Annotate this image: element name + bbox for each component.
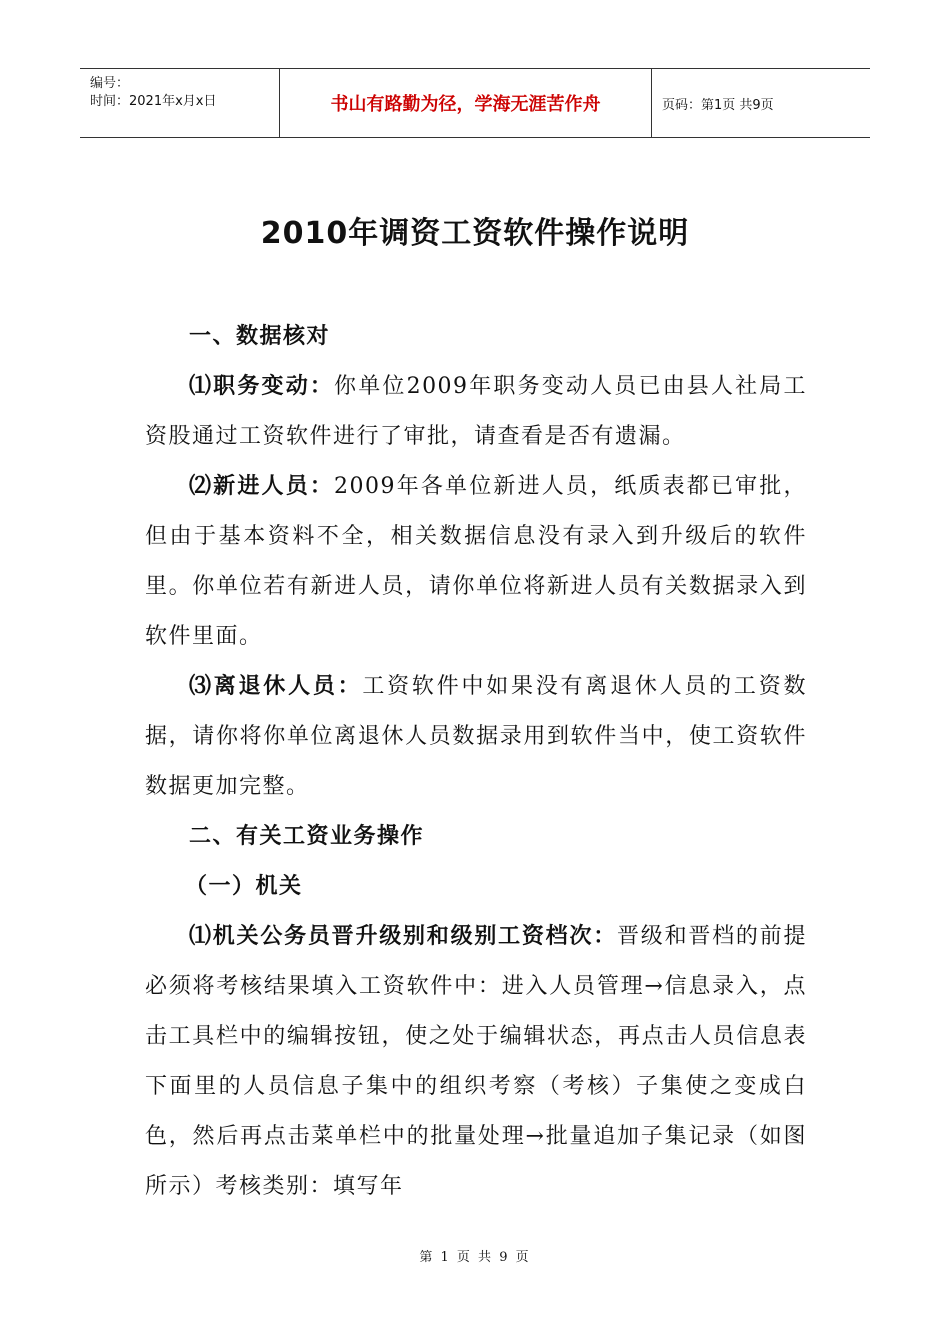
paragraph-label: ⑶离退休人员： [189, 674, 363, 699]
page-info: 页码：第1页 共9页 [662, 97, 774, 113]
section-heading-2: 二、有关工资业务操作 [189, 824, 425, 849]
document-title: 2010年调资工资软件操作说明 [260, 216, 690, 251]
paragraph-job-change [145, 362, 807, 462]
subsection-heading: （一）机关 [185, 874, 303, 899]
header-table [80, 68, 870, 138]
header-meta [80, 69, 280, 137]
section-heading-1: 一、数据核对 [189, 324, 331, 349]
motto: 书山有路勤为径，学海无涯苦作舟 [280, 69, 652, 137]
paragraph-civil-servant-promotion [145, 912, 807, 1212]
paragraph-retirees [145, 662, 807, 812]
paragraph-text: 你单位2009年职务变动人员已由县人社局工资股通过工资软件进行了审批，请查看是否有遗漏。 [145, 374, 807, 449]
time-label: 时间：2021年x月x日 [90, 94, 217, 109]
paragraph-new-staff [145, 462, 807, 662]
paragraph-text: 工资软件中如果没有离退休人员的工资数据，请你将你单位离退休人员数据录用到软件当中，使工资软件数据更加完整。 [145, 674, 807, 799]
page-footer: 第 1 页 共 9 页 [419, 1250, 531, 1265]
number-label: 编号： [90, 76, 130, 91]
paragraph-label: ⑴职务变动： [189, 374, 335, 399]
document-body [145, 312, 807, 1212]
paragraph-label: ⑵新进人员： [189, 474, 335, 499]
paragraph-label: ⑴机关公务员晋升级别和级别工资档次： [189, 924, 618, 949]
paragraph-text: 晋级和晋档的前提必须将考核结果填入工资软件中：进入人员管理→信息录入，点击工具栏中的编辑按钮，使之处于编辑状态，再点击人员信息表下面里的人员信息子集中的组织考察（考核）子集使之变成白色，然后再点击菜单栏中的批量处理→批量追加子集记录（如图所示）考核类别：填写年 [145, 924, 807, 1199]
paragraph-text: 2009年各单位新进人员，纸质表都已审批，但由于基本资料不全，相关数据信息没有录入到升级后的软件里。你单位若有新进人员，请你单位将新进人员有关数据录入到软件里面。 [145, 474, 807, 649]
